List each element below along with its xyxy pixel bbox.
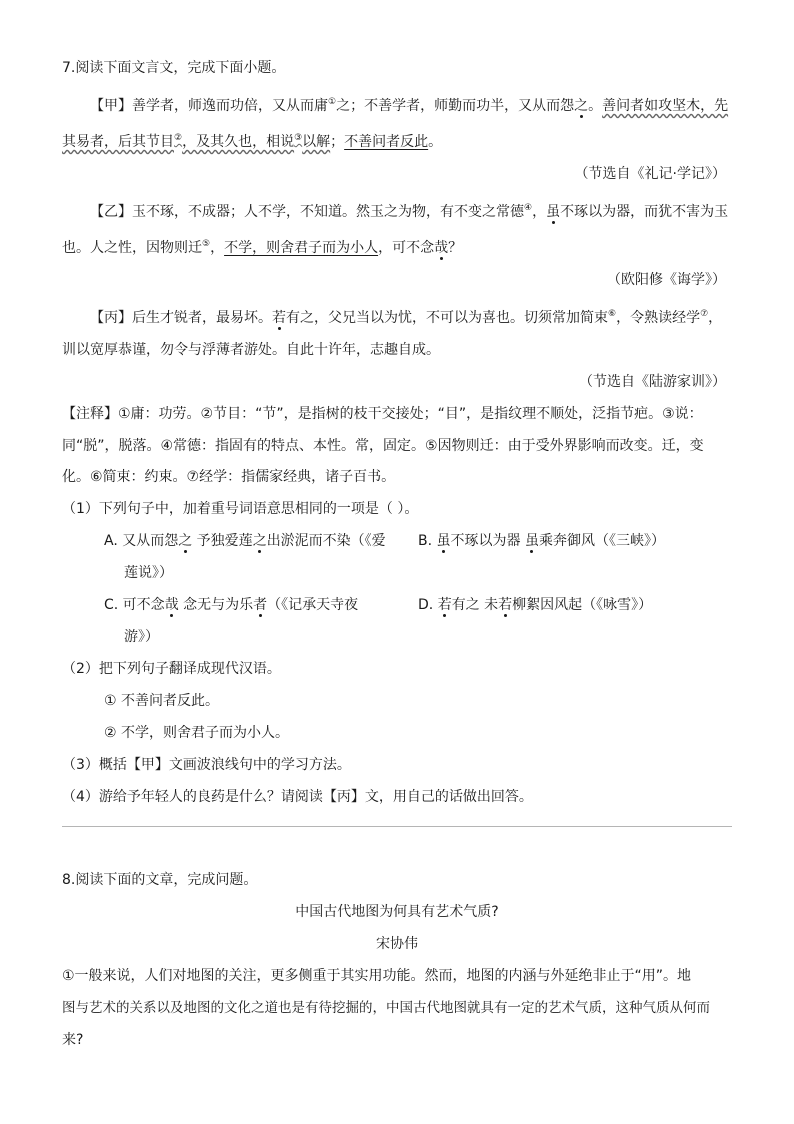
option-c-continued: 游》） [124,629,159,645]
option-c[interactable]: C. 可不念哉 念无与为乐者（《记承天寺夜 [104,597,359,613]
q7-yi-source: （欧阳修《诲学》） [607,272,726,288]
q7-title: 7.阅读下面文言文，完成下面小题。 [62,60,286,76]
q7-bing-source: （节选自《陆游家训》） [579,374,726,390]
article-author: 宋协伟 [376,936,418,952]
article-paragraph-line: 来? [62,1032,84,1048]
q7-yi-line1: 【乙】玉不琢，不成器；人不学，不知道。然玉之为物，有不变之常德④，虽不琢以为器，而犹不害为玉 [90,203,729,220]
q7-sub2-item: ② 不学，则舍君子而为小人。 [104,725,290,741]
q8-title: 8.阅读下面的文章，完成问题。 [62,872,258,888]
q7-sub4: （4）游给予年轻人的良药是什么？请阅读【丙】文，用自己的话做出回答。 [62,789,533,805]
section-divider [62,826,732,827]
q7-bing-line2: 训以宽厚恭谨，勿令与浮薄者游处。自此十许年，志趣自成。 [62,342,440,358]
q7-sub2-stem: （2）把下列句子翻译成现代汉语。 [62,661,281,677]
article-paragraph-line: ①一般来说，人们对地图的关注，更多侧重于其实用功能。然而，地图的内涵与外延绝非止于“用”。地 [62,968,692,984]
q7-jia-line1: 【甲】善学者，师逸而功倍，又从而庸①之；不善学者，师勤而功半，又从而怨之。善问者如攻坚木，先 [90,97,729,114]
q7-sub2-item: ① 不善问者反此。 [104,693,220,709]
q7-note-line: 同“脱”，脱落。④常德：指固有的特点、本性。常，固定。⑤因物则迁：由于受外界影响而改变。迁，变 [62,438,704,454]
option-a[interactable]: A. 又从而怨之 予独爱莲之出淤泥而不染（《爱 [104,533,386,549]
q7-sub3: （3）概括【甲】文画波浪线句中的学习方法。 [62,757,351,773]
q7-jia-line2: 其易者，后其节目②，及其久也，相说③以解；不善问者反此。 [62,133,443,150]
article-title: 中国古代地图为何具有艺术气质? [295,904,499,920]
option-b[interactable]: B. 虽不琢以为器 虽乘奔御风（《三峡》） [418,533,665,549]
q7-jia-source: （节选自《礼记·学记》） [574,166,726,182]
q7-note-line: 化。⑥简束：约束。⑦经学：指儒家经典，诸子百书。 [62,469,396,485]
q7-note-line: 【注释】①庸：功劳。②节目：“节”，是指树的枝干交接处；“目”，是指纹理不顺处，泛指节疤。③说： [62,406,703,422]
q7-yi-line2: 也。人之性，因物则迁⑤，不学，则舍君子而为小人，可不念哉？ [62,239,463,256]
option-a-continued: 莲说》） [124,565,173,581]
q7-sub1-stem: （1）下列句子中，加着重号词语意思相同的一项是（ ）。 [62,501,419,517]
article-paragraph-line: 图与艺术的关系以及地图的文化之道也是有待挖掘的，中国古代地图就具有一定的艺术气质，这种气质从何而 [62,1000,710,1016]
q7-bing-line1: 【丙】后生才锐者，最易坏。若有之，父兄当以为忧，不可以为喜也。切须常加简束⑥，令熟读经学⑦， [90,309,723,326]
option-d[interactable]: D. 若有之 未若柳絮因风起（《咏雪》） [418,597,653,613]
